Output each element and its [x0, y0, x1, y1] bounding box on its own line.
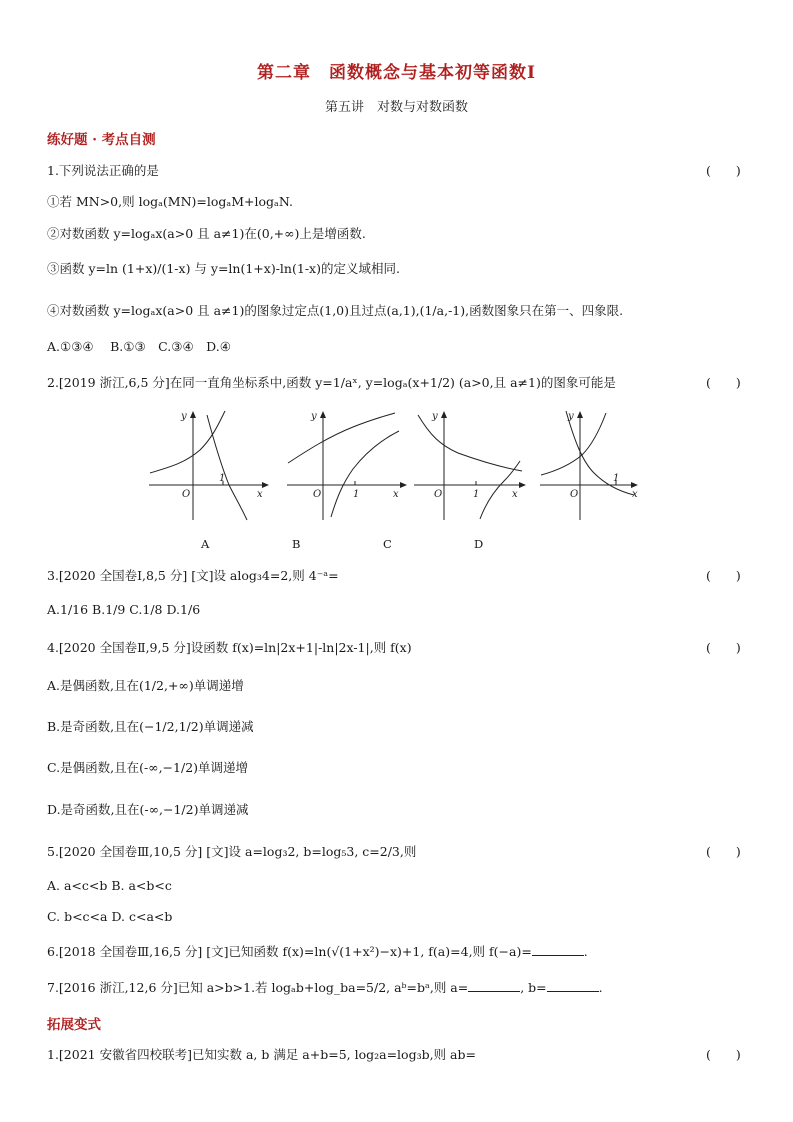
answer-paren: ( ) — [706, 163, 741, 178]
answer-blank-b[interactable] — [547, 981, 599, 992]
q1-statement-4: ④对数函数 y=logₐx(a>0 且 a≠1)的图象过定点(1,0)且过点(a,1),(1/a,-1),函数图象只在第一、四象限. — [47, 303, 624, 318]
origin-label: O — [434, 489, 443, 500]
answer-paren: ( ) — [706, 375, 741, 390]
tick-label-one: 1 — [473, 489, 480, 500]
q7 — [47, 978, 603, 996]
origin-label: O — [182, 489, 191, 500]
q6 — [47, 942, 588, 960]
q4-stem: 4.[2020 全国卷Ⅱ,9,5 分]设函数 f(x)=ln|2x+1|-ln|2x-1|,则 f(x) — [47, 640, 412, 655]
graph-c — [410, 405, 542, 525]
origin-label: O — [313, 489, 322, 500]
q6-end: . — [583, 944, 588, 959]
q3-options: A.1/16 B.1/9 C.1/8 D.1/6 — [47, 602, 201, 617]
answer-paren: ( ) — [706, 568, 741, 583]
answer-blank[interactable] — [532, 945, 584, 956]
lesson-title: 第五讲 对数与对数函数 — [324, 100, 468, 115]
axis-label-y: y — [181, 411, 187, 422]
graph-b — [283, 405, 415, 525]
graph-label-d: D — [474, 537, 484, 551]
q5-stem: 5.[2020 全国卷Ⅲ,10,5 分] [文]设 a=log₃2, b=log₅3, c=2/3,则 — [47, 844, 417, 859]
graph-label-c: C — [383, 537, 392, 551]
graph-label-a: A — [201, 537, 210, 551]
axis-label-x: x — [257, 489, 263, 500]
q2-stem: 2.[2019 浙江,6,5 分]在同一直角坐标系中,函数 y=1/aˣ, y=logₐ(x+1/2) (a>0,且 a≠1)的图象可能是 — [47, 375, 616, 390]
q1-statement-2: ②对数函数 y=logₐx(a>0 且 a≠1)在(0,+∞)上是增函数. — [47, 226, 366, 241]
q7-mid: , b= — [520, 980, 547, 995]
q7-stem: 7.[2016 浙江,12,6 分]已知 a>b>1.若 logₐb+log_ba=5/2, aᵇ=bᵃ,则 a= — [47, 980, 469, 995]
q1-statement-1: ①若 MN>0,则 logₐ(MN)=logₐM+logₐN. — [47, 194, 293, 209]
origin-label: O — [570, 489, 579, 500]
q1-stem: 1.下列说法正确的是 — [47, 163, 159, 178]
q5-options-ab: A. a<c<b B. a<b<c — [47, 878, 172, 893]
q3-stem: 3.[2020 全国卷Ⅰ,8,5 分] [文]设 alog₃4=2,则 4⁻ᵃ= — [47, 568, 339, 583]
q4-option-a: A.是偶函数,且在(1/2,+∞)单调递增 — [47, 678, 244, 693]
q4-option-b: B.是奇函数,且在(−1/2,1/2)单调递减 — [47, 719, 254, 734]
section-heading-practice: 练好题 · 考点自测 — [47, 132, 156, 148]
answer-paren: ( ) — [706, 640, 741, 655]
tick-label-one: 1 — [613, 473, 620, 484]
q4-option-d: D.是奇函数,且在(-∞,−1/2)单调递减 — [47, 802, 249, 817]
q7-end: . — [598, 980, 603, 995]
e1-stem: 1.[2021 安徽省四校联考]已知实数 a, b 满足 a+b=5, log₂a=log₃b,则 ab= — [47, 1047, 476, 1062]
q1-statement-3: ③函数 y=ln (1+x)/(1-x) 与 y=ln(1+x)-ln(1-x)的定义域相同. — [47, 261, 400, 276]
axis-label-y: y — [568, 411, 574, 422]
axis-label-x: x — [632, 489, 638, 500]
graph-a — [145, 405, 277, 525]
answer-paren: ( ) — [706, 844, 741, 859]
graph-d — [538, 405, 670, 525]
answer-paren: ( ) — [706, 1047, 741, 1062]
tick-label-one: 1 — [353, 489, 360, 500]
q4-option-c: C.是偶函数,且在(-∞,−1/2)单调递增 — [47, 760, 249, 775]
axis-label-x: x — [393, 489, 399, 500]
tick-label-one: 1 — [219, 473, 226, 484]
q1-options: A.①③④ B.①③ C.③④ D.④ — [47, 339, 231, 354]
axis-label-x: x — [512, 489, 518, 500]
q5-options-cd: C. b<c<a D. c<a<b — [47, 909, 173, 924]
q6-stem: 6.[2018 全国卷Ⅲ,16,5 分] [文]已知函数 f(x)=ln(√(1+x²)−x)+1, f(a)=4,则 f(−a)= — [47, 944, 532, 959]
axis-label-y: y — [311, 411, 317, 422]
graph-label-b: B — [292, 537, 301, 551]
axis-label-y: y — [432, 411, 438, 422]
chapter-title: 第二章 函数概念与基本初等函数Ⅰ — [257, 63, 536, 83]
answer-blank-a[interactable] — [468, 981, 520, 992]
section-heading-extension: 拓展变式 — [47, 1017, 101, 1033]
